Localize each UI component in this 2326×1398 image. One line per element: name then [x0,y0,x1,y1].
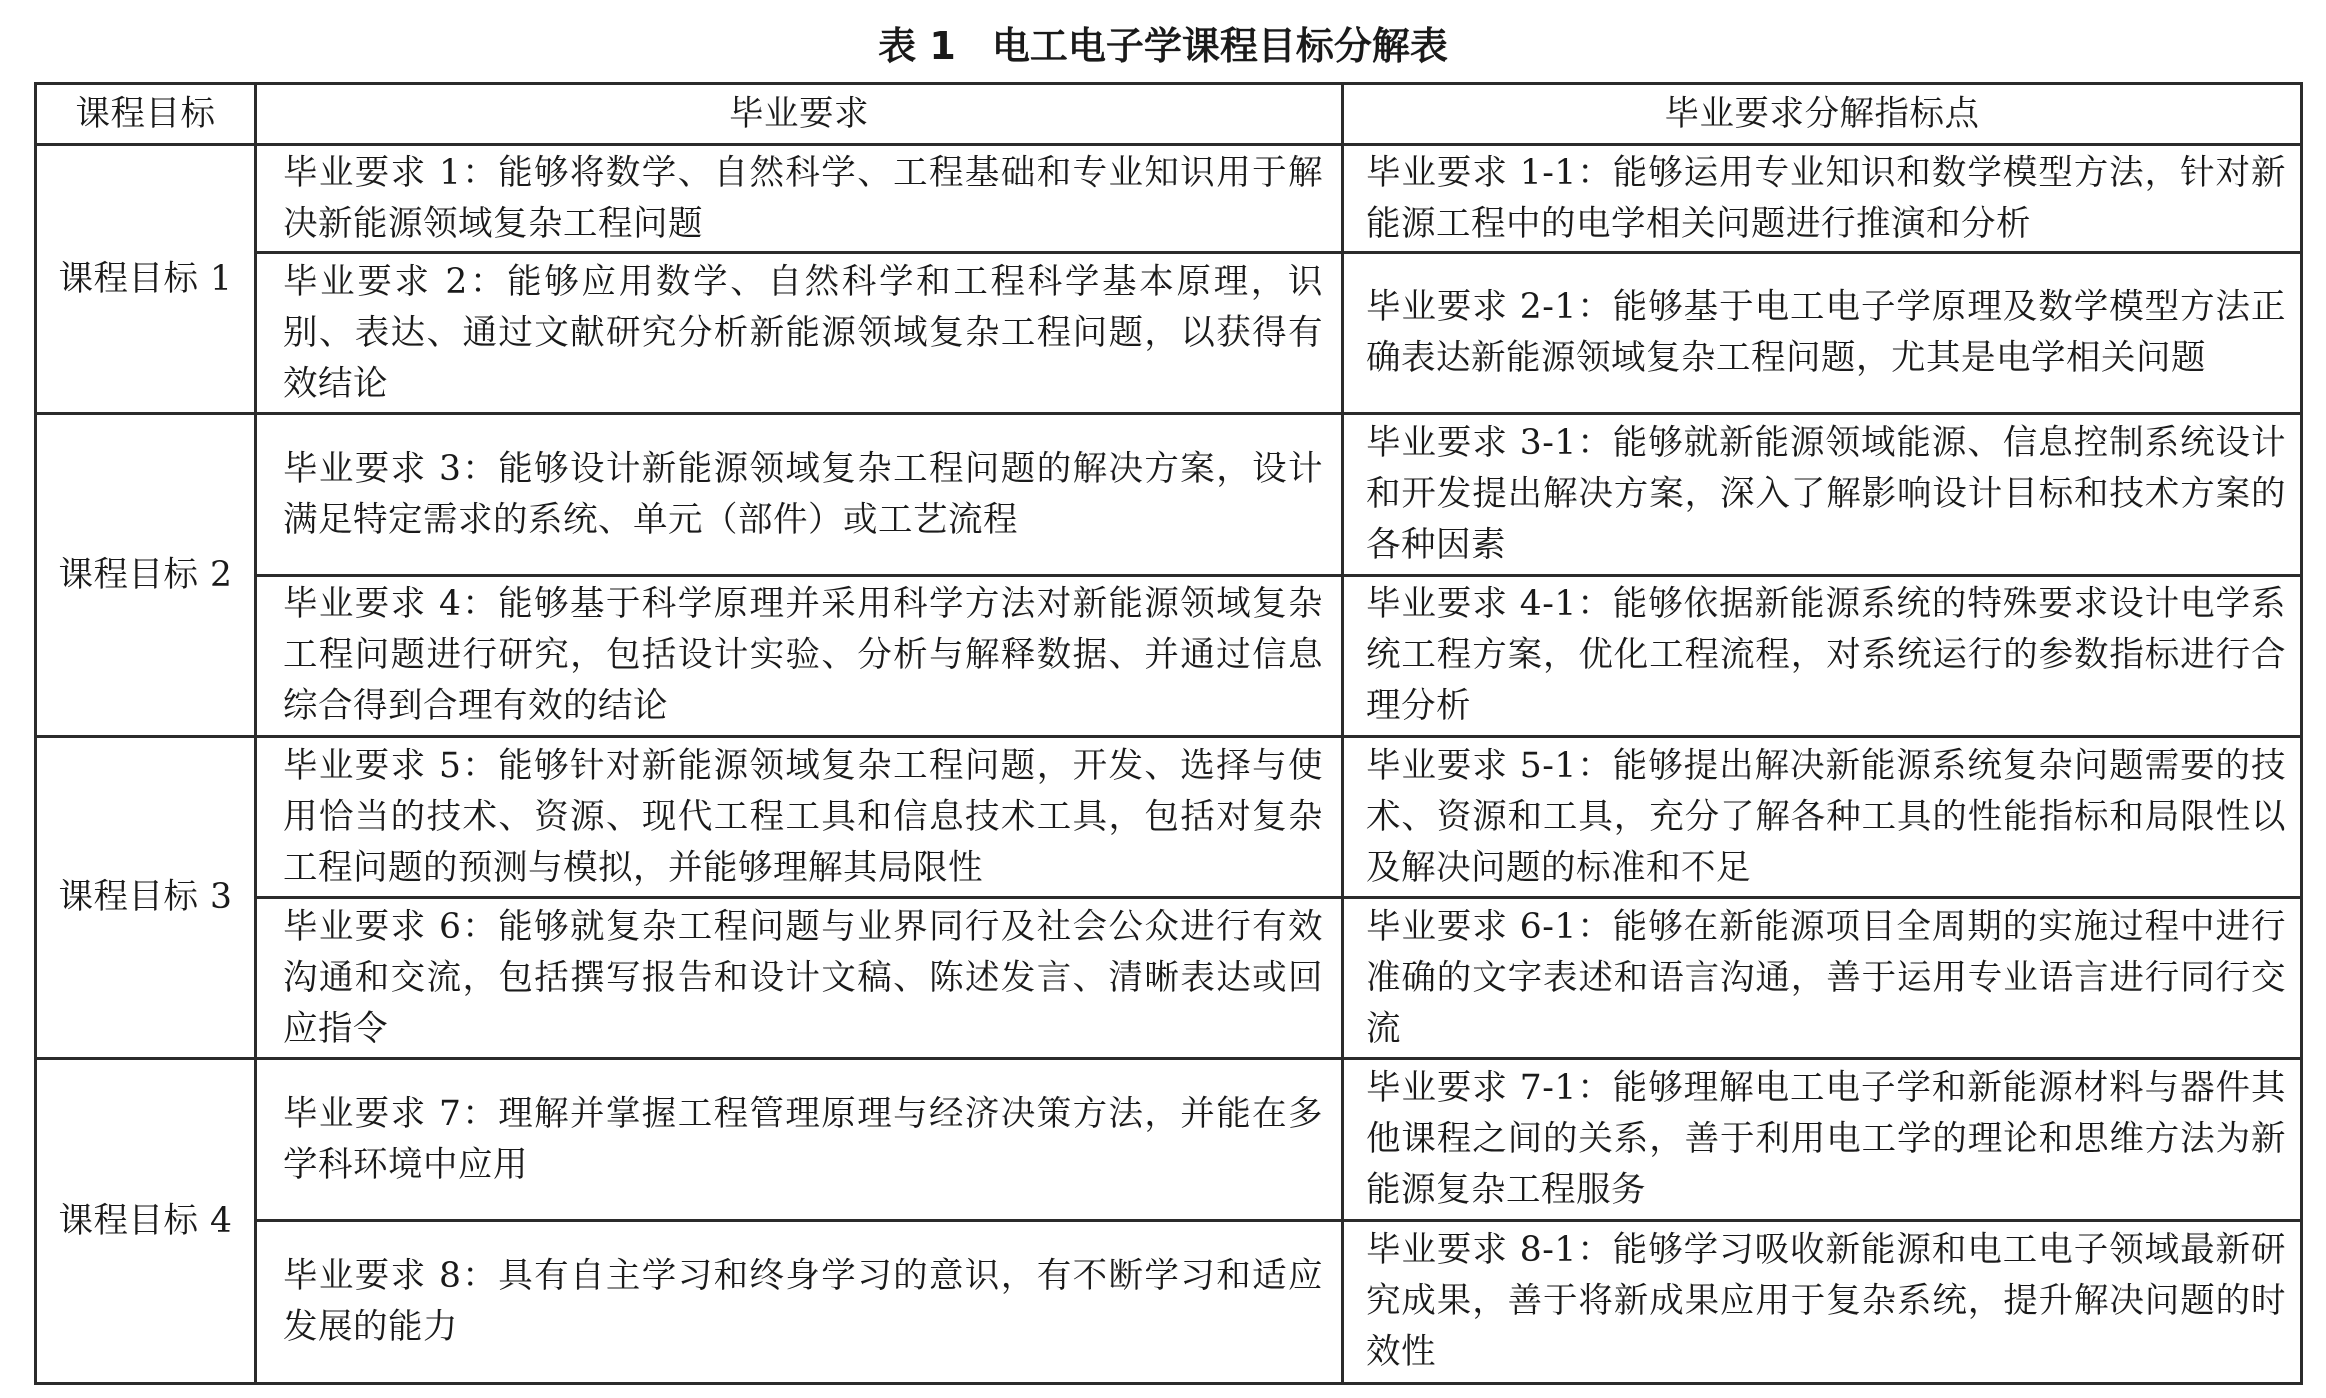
table-row [36,1220,2302,1383]
indicator-cell: 毕业要求 6-1：能够在新能源项目全周期的实施过程中进行准确的文字表述和语言沟通，善于运用专业语言进行同行交流 [1343,898,2302,1059]
indicator-cell: 毕业要求 4-1：能够依据新能源系统的特殊要求设计电学系统工程方案，优化工程流程，对系统运行的参数指标进行合理分析 [1343,575,2302,736]
table-row [36,1059,2302,1220]
indicator-cell: 毕业要求 8-1：能够学习吸收新能源和电工电子领域最新研究成果，善于将新成果应用于复杂系统，提升解决问题的时效性 [1343,1220,2302,1383]
header-course-goal: 课程目标 [36,84,256,145]
table-row [36,736,2302,897]
table-row [36,145,2302,253]
table-caption [0,18,2326,74]
requirement-cell: 毕业要求 5：能够针对新能源领域复杂工程问题，开发、选择与使用恰当的技术、资源、现代工程工具和信息技术工具，包括对复杂工程问题的预测与模拟，并能够理解其局限性 [256,736,1343,897]
header-graduation-requirement: 毕业要求 [256,84,1343,145]
table-row [36,253,2302,414]
indicator-cell: 毕业要求 3-1：能够就新能源领域能源、信息控制系统设计和开发提出解决方案，深入了解影响设计目标和技术方案的各种因素 [1343,414,2302,575]
caption-title: 电工电子学课程目标分解表 [991,24,1448,68]
indicator-cell: 毕业要求 2-1：能够基于电工电子学原理及数学模型方法正确表达新能源领域复杂工程问题，尤其是电学相关问题 [1343,253,2302,414]
header-indicator-points: 毕业要求分解指标点 [1343,84,2302,145]
requirement-cell: 毕业要求 8：具有自主学习和终身学习的意识，有不断学习和适应发展的能力 [256,1220,1343,1383]
table-row [36,575,2302,736]
course-goal-cell: 课程目标 3 [36,736,256,1059]
indicator-cell: 毕业要求 5-1：能够提出解决新能源系统复杂问题需要的技术、资源和工具，充分了解各种工具的性能指标和局限性以及解决问题的标准和不足 [1343,736,2302,897]
requirement-cell: 毕业要求 6：能够就复杂工程问题与业界同行及社会公众进行有效沟通和交流，包括撰写报告和设计文稿、陈述发言、清晰表达或回应指令 [256,898,1343,1059]
indicator-cell: 毕业要求 1-1：能够运用专业知识和数学模型方法，针对新能源工程中的电学相关问题进行推演和分析 [1343,145,2302,253]
requirement-cell: 毕业要求 4：能够基于科学原理并采用科学方法对新能源领域复杂工程问题进行研究，包括设计实验、分析与解释数据、并通过信息综合得到合理有效的结论 [256,575,1343,736]
requirement-cell: 毕业要求 1：能够将数学、自然科学、工程基础和专业知识用于解决新能源领域复杂工程问题 [256,145,1343,253]
requirement-cell: 毕业要求 7：理解并掌握工程管理原理与经济决策方法，并能在多学科环境中应用 [256,1059,1343,1220]
requirement-cell: 毕业要求 2：能够应用数学、自然科学和工程科学基本原理，识别、表达、通过文献研究分析新能源领域复杂工程问题，以获得有效结论 [256,253,1343,414]
course-goal-table [34,82,2303,1385]
table-row [36,898,2302,1059]
course-goal-cell: 课程目标 1 [36,145,256,414]
course-goal-cell: 课程目标 2 [36,414,256,737]
requirement-cell: 毕业要求 3：能够设计新能源领域复杂工程问题的解决方案，设计满足特定需求的系统、单元（部件）或工艺流程 [256,414,1343,575]
table-row [36,414,2302,575]
course-goal-cell: 课程目标 4 [36,1059,256,1384]
caption-number: 表 1 [878,24,956,68]
indicator-cell: 毕业要求 7-1：能够理解电工电子学和新能源材料与器件其他课程之间的关系，善于利用电工学的理论和思维方法为新能源复杂工程服务 [1343,1059,2302,1220]
header-row [36,84,2302,145]
